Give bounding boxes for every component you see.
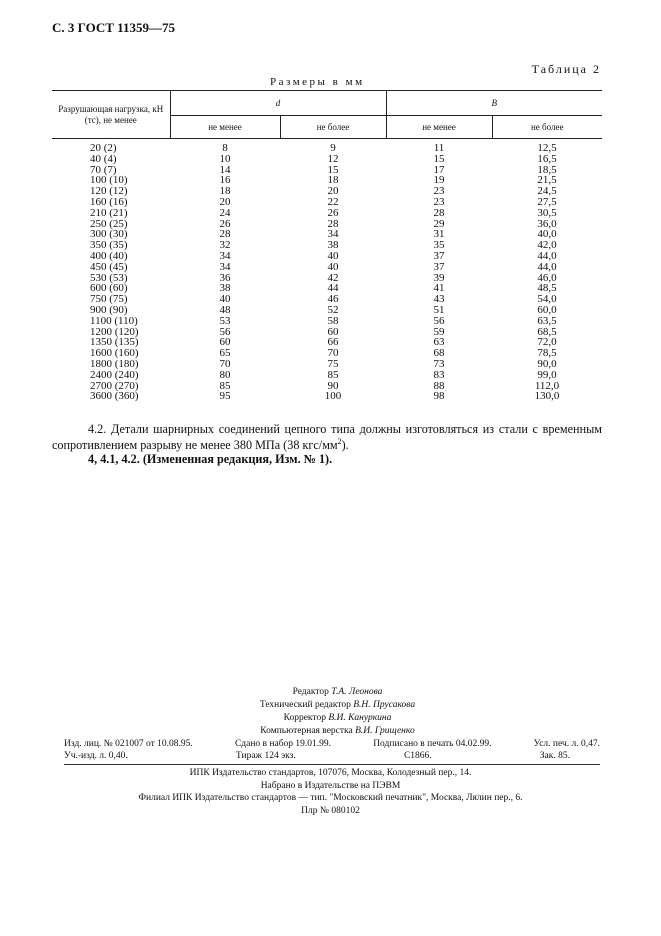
table-row bbox=[52, 391, 602, 402]
cell-d-min: 26 bbox=[219, 217, 231, 230]
cell-d-max: 22 bbox=[327, 195, 339, 208]
credit-layout: Компьютерная верстка В.И. Грищенко bbox=[260, 726, 415, 736]
pub-license: Изд. лиц. № 021007 от 10.08.95. bbox=[64, 739, 193, 749]
cell-b-min: 23 bbox=[433, 185, 445, 198]
publication-info bbox=[64, 738, 600, 762]
cell-b-min: 39 bbox=[433, 271, 445, 284]
cell-d-max: 75 bbox=[327, 357, 339, 370]
cell-d-max: 70 bbox=[327, 347, 339, 360]
cell-b-min: 59 bbox=[433, 325, 445, 338]
cell-d-max: 100 bbox=[324, 390, 342, 403]
cell-b-max: 48,5 bbox=[537, 282, 557, 295]
table-row bbox=[52, 240, 602, 251]
column-header-load: Разрушающая нагрузка, кН (тс), не менее bbox=[52, 91, 170, 139]
cell-d-min: 24 bbox=[219, 206, 231, 219]
cell-d-max: 52 bbox=[327, 303, 339, 316]
cell-b-max: 30,5 bbox=[537, 206, 557, 219]
cell-load: 2400 (240) bbox=[90, 368, 139, 381]
cell-b-max: 54,0 bbox=[537, 293, 557, 306]
table-row bbox=[52, 294, 602, 305]
cell-d-max: 58 bbox=[327, 314, 339, 327]
cell-b-min: 56 bbox=[433, 314, 445, 327]
cell-b-min: 98 bbox=[433, 390, 445, 403]
cell-b-max: 68,5 bbox=[537, 325, 557, 338]
cell-b-min: 37 bbox=[433, 249, 445, 262]
cell-b-min: 17 bbox=[433, 163, 445, 176]
pub-circulation: Тираж 124 экз. bbox=[235, 751, 296, 761]
paragraph-amendment bbox=[52, 451, 602, 467]
cell-load: 1350 (135) bbox=[90, 336, 139, 349]
cell-d-min: 40 bbox=[219, 293, 231, 306]
credit-editor: Редактор Т.А. Леонова bbox=[292, 687, 383, 697]
cell-b-min: 29 bbox=[433, 217, 445, 230]
cell-b-max: 27,5 bbox=[537, 195, 557, 208]
column-header-d-min: не менее bbox=[170, 116, 280, 139]
sizes-caption: Размеры в мм bbox=[270, 76, 365, 88]
cell-b-max: 16,5 bbox=[537, 152, 557, 165]
cell-d-max: 28 bbox=[327, 217, 339, 230]
cell-b-max: 130,0 bbox=[534, 390, 560, 403]
column-header-b: B bbox=[386, 91, 602, 116]
cell-d-max: 18 bbox=[327, 174, 339, 187]
cell-b-max: 24,5 bbox=[537, 185, 557, 198]
cell-d-max: 42 bbox=[327, 271, 339, 284]
cell-d-min: 85 bbox=[219, 379, 231, 392]
cell-d-min: 10 bbox=[219, 152, 231, 165]
table-row bbox=[52, 139, 602, 154]
cell-b-max: 36,0 bbox=[537, 217, 557, 230]
cell-b-max: 60,0 bbox=[537, 303, 557, 316]
cell-d-min: 32 bbox=[219, 239, 231, 252]
cell-b-max: 21,5 bbox=[537, 174, 557, 187]
cell-b-min: 41 bbox=[433, 282, 445, 295]
table-row bbox=[52, 186, 602, 197]
publication-row-2 bbox=[64, 750, 600, 762]
cell-load: 210 (21) bbox=[90, 206, 128, 219]
table-row bbox=[52, 316, 602, 327]
cell-load: 2700 (270) bbox=[90, 379, 139, 392]
credit-corrector: Корректор В.И. Кануркина bbox=[283, 713, 392, 723]
cell-b-max: 18,5 bbox=[537, 163, 557, 176]
table-caption: Таблица 2 bbox=[531, 62, 601, 76]
cell-d-max: 20 bbox=[327, 185, 339, 198]
cell-b-min: 23 bbox=[433, 195, 445, 208]
cell-b-min: 68 bbox=[433, 347, 445, 360]
amendment-refs: 4, 4.1, 4.2. bbox=[88, 452, 143, 466]
cell-load: 3600 (360) bbox=[90, 390, 139, 403]
cell-d-max: 85 bbox=[327, 368, 339, 381]
table-row bbox=[52, 370, 602, 381]
cell-b-max: 40,0 bbox=[537, 228, 557, 241]
cell-load: 70 (7) bbox=[90, 163, 117, 176]
cell-b-max: 42,0 bbox=[537, 239, 557, 252]
table-row bbox=[52, 197, 602, 208]
cell-d-max: 9 bbox=[330, 142, 336, 154]
cell-b-max: 12,5 bbox=[537, 142, 557, 154]
publisher-footer bbox=[0, 767, 661, 817]
table-row bbox=[52, 283, 602, 294]
cell-b-min: 83 bbox=[433, 368, 445, 381]
superscript: 2 bbox=[337, 437, 342, 446]
table-row bbox=[52, 165, 602, 176]
cell-d-min: 20 bbox=[219, 195, 231, 208]
cell-d-min: 14 bbox=[219, 163, 231, 176]
footer-line-license: Плр № 080102 bbox=[301, 805, 360, 816]
pub-typeset-date: Сдано в набор 19.01.99. bbox=[234, 739, 332, 749]
cell-d-min: 70 bbox=[219, 357, 231, 370]
cell-b-min: 31 bbox=[433, 228, 445, 241]
cell-load: 1600 (160) bbox=[90, 347, 139, 360]
cell-d-max: 46 bbox=[327, 293, 339, 306]
pub-code: С1866. bbox=[403, 751, 432, 761]
cell-load: 40 (4) bbox=[90, 152, 117, 165]
cell-b-min: 11 bbox=[433, 142, 445, 154]
cell-load: 350 (35) bbox=[90, 239, 128, 252]
column-header-b-min: не менее bbox=[386, 116, 492, 139]
cell-d-max: 90 bbox=[327, 379, 339, 392]
cell-b-max: 90,0 bbox=[537, 357, 557, 370]
pub-edit-sheets: Уч.-изд. л. 0,40. bbox=[64, 751, 128, 761]
publication-row-1 bbox=[64, 738, 600, 750]
cell-b-max: 99,0 bbox=[537, 368, 557, 381]
cell-load: 400 (40) bbox=[90, 249, 128, 262]
table-body bbox=[52, 139, 602, 403]
page-header: С. 3 ГОСТ 11359—75 bbox=[52, 20, 175, 35]
cell-b-max: 112,0 bbox=[534, 379, 560, 392]
credits-block bbox=[0, 686, 661, 738]
cell-b-min: 28 bbox=[433, 206, 445, 219]
cell-b-min: 19 bbox=[433, 174, 445, 187]
cell-d-min: 95 bbox=[219, 390, 231, 403]
cell-b-min: 37 bbox=[433, 260, 445, 273]
cell-d-min: 38 bbox=[219, 282, 231, 295]
table-row bbox=[52, 175, 602, 186]
table-row bbox=[52, 229, 602, 240]
table-row bbox=[52, 219, 602, 230]
cell-load: 450 (45) bbox=[90, 260, 128, 273]
cell-load: 1800 (180) bbox=[90, 357, 139, 370]
cell-load: 530 (53) bbox=[90, 271, 128, 284]
credit-tech-editor: Технический редактор В.Н. Прусакова bbox=[259, 700, 416, 710]
cell-d-max: 66 bbox=[327, 336, 339, 349]
cell-d-max: 34 bbox=[327, 228, 339, 241]
cell-d-min: 36 bbox=[219, 271, 231, 284]
amendment-note: (Измененная редакция, Изм. № 1). bbox=[142, 452, 333, 466]
cell-d-min: 60 bbox=[219, 336, 231, 349]
cell-d-max: 40 bbox=[327, 249, 339, 262]
column-header-d-max: не более bbox=[280, 116, 386, 139]
cell-d-max: 26 bbox=[327, 206, 339, 219]
footer-line-branch: Филиал ИПК Издательство стандартов — тип. "Московский печатник", Москва, Лялин пер., 6. bbox=[138, 793, 523, 803]
table-row bbox=[52, 208, 602, 219]
table-row bbox=[52, 262, 602, 273]
paragraph-4-2 bbox=[52, 421, 602, 453]
table-row bbox=[52, 273, 602, 284]
cell-b-min: 51 bbox=[433, 303, 445, 316]
cell-d-max: 40 bbox=[327, 260, 339, 273]
cell-d-min: 56 bbox=[219, 325, 231, 338]
footer-divider bbox=[64, 764, 600, 765]
cell-d-min: 16 bbox=[219, 174, 231, 187]
cell-d-min: 34 bbox=[219, 260, 231, 273]
cell-load: 160 (16) bbox=[90, 195, 128, 208]
cell-d-max: 44 bbox=[327, 282, 339, 295]
table-row bbox=[52, 154, 602, 165]
cell-b-min: 35 bbox=[433, 239, 445, 252]
cell-d-max: 12 bbox=[327, 152, 339, 165]
cell-load: 900 (90) bbox=[90, 303, 128, 316]
cell-d-min: 48 bbox=[219, 303, 231, 316]
cell-load: 250 (25) bbox=[90, 217, 128, 230]
cell-d-max: 15 bbox=[327, 163, 339, 176]
cell-load: 100 (10) bbox=[90, 174, 128, 187]
cell-d-min: 18 bbox=[219, 185, 231, 198]
cell-d-max: 60 bbox=[327, 325, 339, 338]
table-row bbox=[52, 251, 602, 262]
cell-b-max: 72,0 bbox=[537, 336, 557, 349]
cell-d-max: 38 bbox=[327, 239, 339, 252]
cell-d-min: 80 bbox=[219, 368, 231, 381]
dimensions-table bbox=[52, 90, 602, 402]
cell-b-max: 46,0 bbox=[537, 271, 557, 284]
footer-line-publisher: ИПК Издательство стандартов, 107076, Москва, Колодезный пер., 14. bbox=[189, 768, 472, 778]
column-header-b-max: не более bbox=[492, 116, 602, 139]
pub-order: Зак. 85. bbox=[539, 751, 570, 761]
pub-print-sheets: Усл. печ. л. 0,47. bbox=[533, 739, 600, 749]
column-header-d: d bbox=[170, 91, 386, 116]
cell-d-min: 8 bbox=[222, 142, 228, 154]
cell-load: 1200 (120) bbox=[90, 325, 139, 338]
cell-b-min: 73 bbox=[433, 357, 445, 370]
cell-d-min: 28 bbox=[219, 228, 231, 241]
cell-load: 120 (12) bbox=[90, 185, 128, 198]
cell-d-min: 65 bbox=[219, 347, 231, 360]
cell-b-max: 63,5 bbox=[537, 314, 557, 327]
cell-d-min: 53 bbox=[219, 314, 231, 327]
cell-b-min: 88 bbox=[433, 379, 445, 392]
cell-b-max: 78,5 bbox=[537, 347, 557, 360]
cell-d-min: 34 bbox=[219, 249, 231, 262]
cell-b-min: 43 bbox=[433, 293, 445, 306]
cell-load: 300 (30) bbox=[90, 228, 128, 241]
cell-load: 1100 (110) bbox=[90, 314, 138, 327]
cell-load: 20 (2) bbox=[90, 142, 117, 154]
cell-b-min: 63 bbox=[433, 336, 445, 349]
cell-b-max: 44,0 bbox=[537, 260, 557, 273]
cell-load: 600 (60) bbox=[90, 282, 128, 295]
cell-b-min: 15 bbox=[433, 152, 445, 165]
cell-b-max: 44,0 bbox=[537, 249, 557, 262]
footer-line-typeset: Набрано в Издательстве на ПЭВМ bbox=[260, 780, 401, 791]
paragraph-4-2-end: ). bbox=[341, 438, 349, 452]
cell-load: 750 (75) bbox=[90, 293, 128, 306]
pub-print-date: Подписано в печать 04.02.99. bbox=[373, 739, 492, 749]
paragraph-4-2-text: 4.2. Детали шарнирных соединений цепного типа должны изготовляться из стали с временным сопротивлением разрыву не менее 380 МПа (38 кгс/мм bbox=[52, 422, 602, 452]
